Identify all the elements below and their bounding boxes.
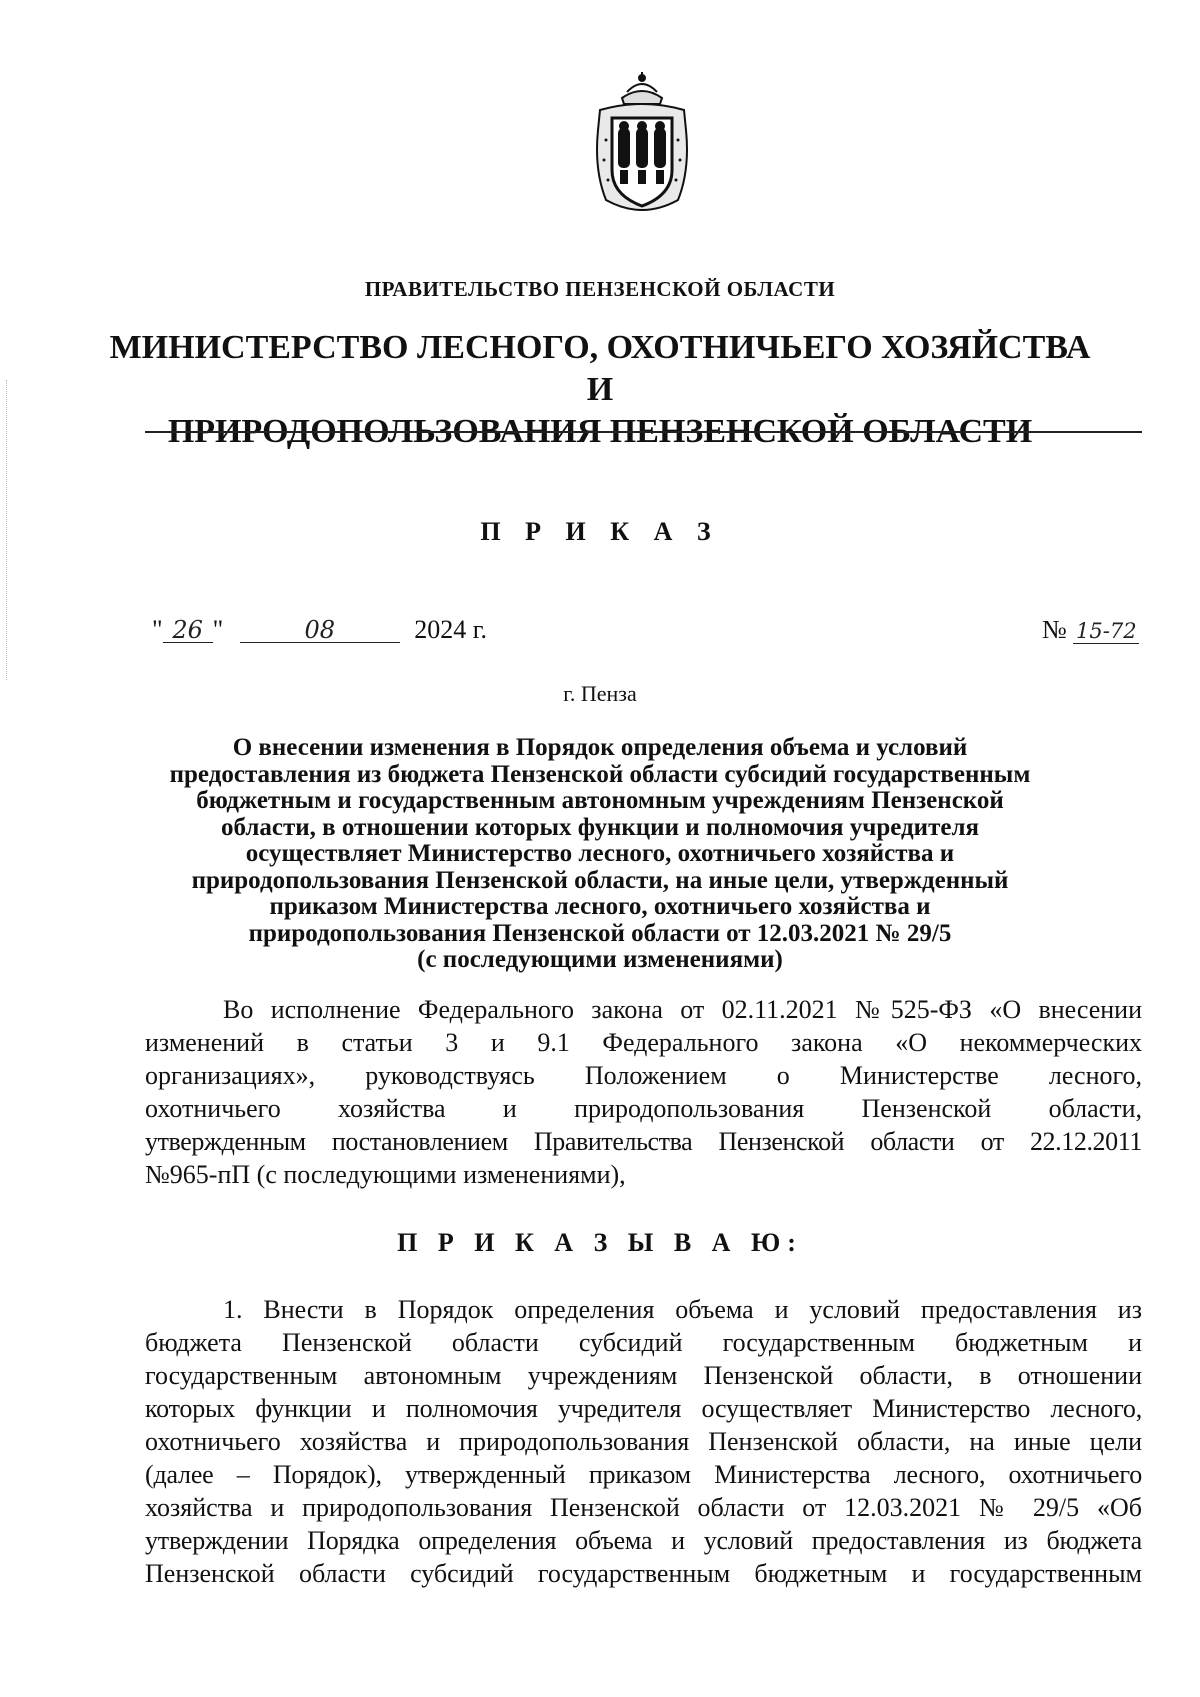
title-line: О внесении изменения в Порядок определения объема и условий: [232, 734, 968, 761]
preamble-line: организациях», руководствуясь Положением о Министерстве лесного,: [145, 1061, 1142, 1090]
item-1-line: хозяйства и природопользования Пензенской области от 12.03.2021 № 29/5 «Об: [145, 1493, 1142, 1522]
title-line: природопользования Пензенской области, на иные цели, утвержденный: [191, 866, 1009, 894]
item-1-line: государственным автономным учреждениям Пензенской области, в отношении: [145, 1361, 1142, 1390]
item-1-line: которых функции и полномочия учредителя осуществляет Министерство лесного,: [145, 1394, 1142, 1423]
document-type-heading: П Р И К А З: [480, 517, 720, 546]
document-number: [1042, 615, 1139, 645]
city-line: г. Пенза: [563, 681, 637, 706]
header-divider: [145, 431, 1142, 433]
government-heading: ПРАВИТЕЛЬСТВО ПЕНЗЕНСКОЙ ОБЛАСТИ: [364, 277, 836, 301]
date-year: 2024 г.: [414, 615, 487, 644]
item-1-paragraph: [145, 1293, 1142, 1590]
preamble-paragraph: [145, 993, 1142, 1191]
item-1-line: бюджета Пензенской области субсидий государственным бюджетным и: [145, 1328, 1142, 1357]
preamble-line: №965-пП (с последующими изменениями),: [145, 1160, 626, 1189]
date-close-quote: ": [212, 615, 224, 644]
title-line: (с последующими изменениями): [417, 946, 783, 973]
title-line: приказом Министерства лесного, охотничьего хозяйства и: [269, 893, 931, 920]
ministry-heading-line-1: МИНИСТЕРСТВО ЛЕСНОГО, ОХОТНИЧЬЕГО ХОЗЯЙСТВА И: [109, 329, 1091, 408]
date-line: [152, 615, 487, 645]
ministry-heading-line-2: ПРИРОДОПОЛЬЗОВАНИЯ ПЕНЗЕНСКОЙ ОБЛАСТИ: [167, 413, 1033, 450]
date-open-quote: ": [152, 615, 163, 644]
item-1-line: 1. Внести в Порядок определения объема и условий предоставления из: [223, 1295, 1142, 1324]
preamble-line: Во исполнение Федерального закона от 02.11.2021 №525-ФЗ «О внесении: [223, 995, 1142, 1024]
preamble-line: утвержденным постановлением Правительства Пензенской области от 22.12.2011: [145, 1127, 1142, 1156]
title-line: бюджетным и государственным автономным учреждениям Пензенской: [196, 787, 1004, 814]
item-1-line: (далее – Порядок), утвержденный приказом Министерства лесного, охотничьего: [145, 1460, 1142, 1489]
number-label: №: [1042, 615, 1067, 644]
coat-of-arms-emblem: [582, 70, 702, 220]
number-value: 15-72: [1073, 619, 1139, 644]
title-line: природопользования Пензенской области от 12.03.2021 № 29/5: [248, 919, 952, 947]
title-line: области, в отношении которых функции и полномочия учредителя: [220, 813, 980, 841]
preamble-line: охотничьего хозяйства и природопользования Пензенской области,: [145, 1094, 1142, 1123]
date-day: 26: [163, 618, 213, 643]
preamble-line: изменений в статьи 3 и 9.1 Федерального закона «О некоммерческих: [145, 1028, 1142, 1057]
date-month: 08: [240, 618, 400, 643]
item-1-line: охотничьего хозяйства и природопользования Пензенской области, на иные цели: [145, 1427, 1142, 1456]
ministry-heading: [100, 327, 1100, 453]
title-line: осуществляет Министерство лесного, охотничьего хозяйства и: [245, 840, 955, 867]
title-line: предоставления из бюджета Пензенской области субсидий государственным: [169, 760, 1031, 788]
item-1-line: Пензенской области субсидий государственным бюджетным и государственным: [145, 1559, 1142, 1588]
document-title: [130, 735, 1070, 974]
item-1-line: утверждении Порядка определения объема и условий предоставления из бюджета: [145, 1526, 1142, 1555]
order-heading: П Р И К А З Ы В А Ю:: [397, 1228, 803, 1257]
